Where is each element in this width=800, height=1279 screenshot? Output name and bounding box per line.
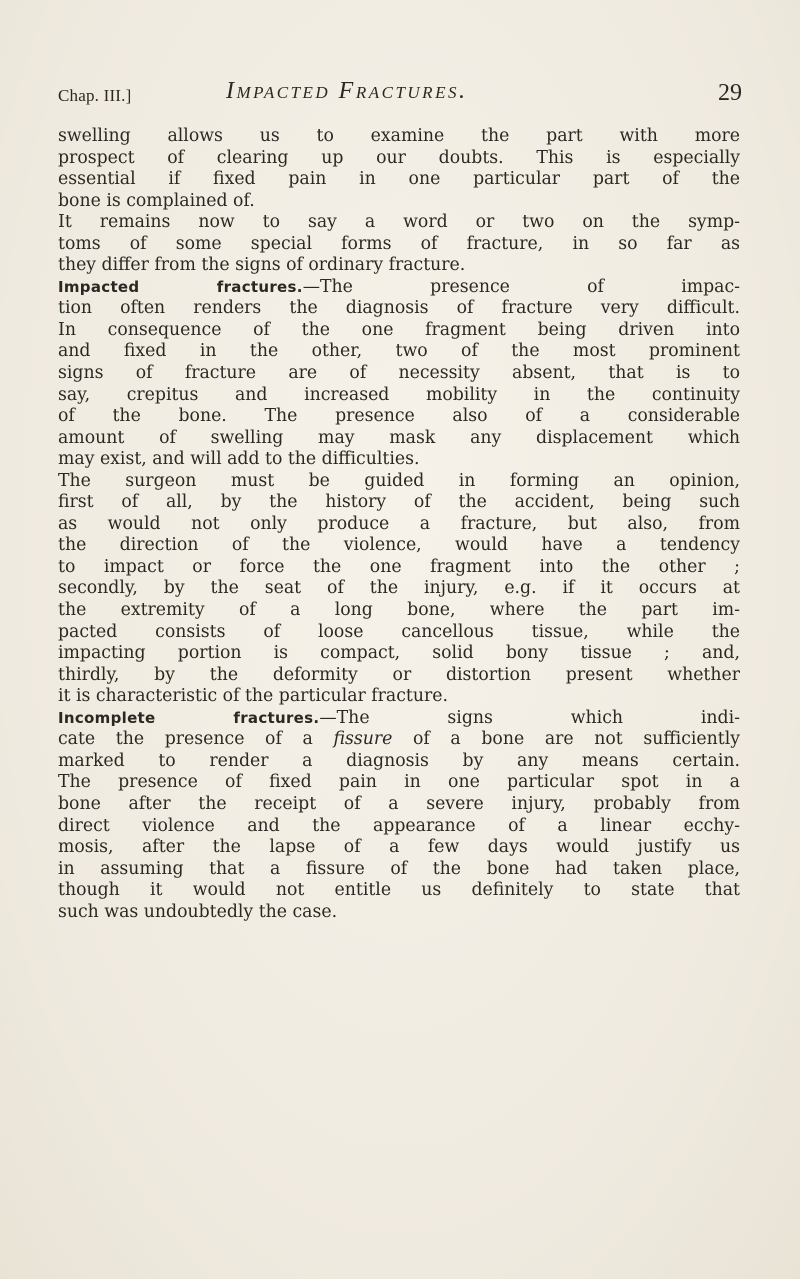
- paragraph: [58, 471, 740, 708]
- text-line: It remains now to say a word or two on the symp-: [58, 212, 740, 233]
- text-line: they differ from the signs of ordinary fracture.: [58, 255, 466, 276]
- paragraph-incomplete-fractures: [58, 708, 740, 923]
- text-line: signs of fracture are of necessity absent, that is to: [58, 363, 740, 384]
- text-line: prospect of clearing up our doubts. This is especially: [58, 147, 740, 168]
- paragraph: [58, 212, 740, 277]
- text-line: though it would not entitle us definitely to state that: [58, 880, 740, 901]
- paragraph-impacted-fractures: [58, 277, 740, 471]
- text-line: [58, 277, 740, 299]
- text-line: the direction of the violence, would have a tendency: [58, 535, 740, 556]
- running-head: [58, 78, 758, 112]
- body-text: [58, 126, 740, 923]
- text-line: may exist, and will add to the difficulties.: [58, 449, 420, 470]
- text-line: pacted consists of loose cancellous tissue, while the: [58, 621, 740, 642]
- text-line: bone is complained of.: [58, 190, 255, 211]
- heading-line-rest: —The signs which indi-: [319, 707, 740, 728]
- text-fragment: cate the presence of a: [58, 729, 334, 750]
- text-line: tion often renders the diagnosis of fracture very difficult.: [58, 298, 740, 319]
- text-line: [58, 729, 740, 751]
- page-number: 29: [718, 80, 742, 106]
- text-line: [58, 708, 740, 730]
- text-line: such was undoubtedly the case.: [58, 901, 338, 922]
- text-line: mosis, after the lapse of a few days would justify us: [58, 837, 740, 858]
- text-line: as would not only produce a fracture, but also, from: [58, 513, 740, 534]
- text-line: marked to render a diagnosis by any means certain.: [58, 750, 740, 771]
- text-line: bone after the receipt of a severe injury, probably from: [58, 793, 740, 814]
- text-line: In consequence of the one fragment being driven into: [58, 319, 740, 340]
- text-line: amount of swelling may mask any displacement which: [58, 427, 740, 448]
- paragraph: [58, 126, 740, 212]
- text-line: say, crepitus and increased mobility in the continuity: [58, 384, 740, 405]
- text-line: impacting portion is compact, solid bony tissue ; and,: [58, 643, 740, 664]
- heading-line-rest: —The presence of impac-: [302, 276, 740, 297]
- text-line: toms of some special forms of fracture, in so far as: [58, 233, 740, 254]
- text-line: the extremity of a long bone, where the part im-: [58, 600, 740, 621]
- text-line: first of all, by the history of the accident, being such: [58, 492, 740, 513]
- text-line: to impact or force the one fragment into the other ;: [58, 556, 740, 577]
- text-line: secondly, by the seat of the injury, e.g. if it occurs at: [58, 578, 740, 599]
- text-line: it is characteristic of the particular fracture.: [58, 686, 448, 707]
- section-heading-incomplete: Incomplete fractures.: [58, 708, 320, 727]
- text-line: essential if fixed pain in one particular part of the: [58, 169, 740, 190]
- section-heading-impacted: Impacted fractures.: [58, 277, 303, 296]
- text-line: thirdly, by the deformity or distortion present whether: [58, 664, 740, 685]
- text-fragment: of a bone are not sufficiently: [392, 729, 740, 750]
- text-line: of the bone. The presence also of a considerable: [58, 406, 740, 427]
- italic-word: fissure: [333, 729, 393, 750]
- chapter-label: Chap. III.]: [58, 86, 132, 105]
- text-line: and fixed in the other, two of the most prominent: [58, 341, 740, 362]
- text-line: The surgeon must be guided in forming an opinion,: [58, 470, 740, 491]
- text-line: The presence of fixed pain in one particular spot in a: [58, 772, 740, 793]
- text-line: swelling allows us to examine the part with more: [58, 126, 740, 146]
- text-line: direct violence and the appearance of a linear ecchy-: [58, 815, 740, 836]
- text-line: in assuming that a fissure of the bone had taken place,: [58, 858, 740, 879]
- running-title: Impacted Fractures.: [226, 78, 468, 104]
